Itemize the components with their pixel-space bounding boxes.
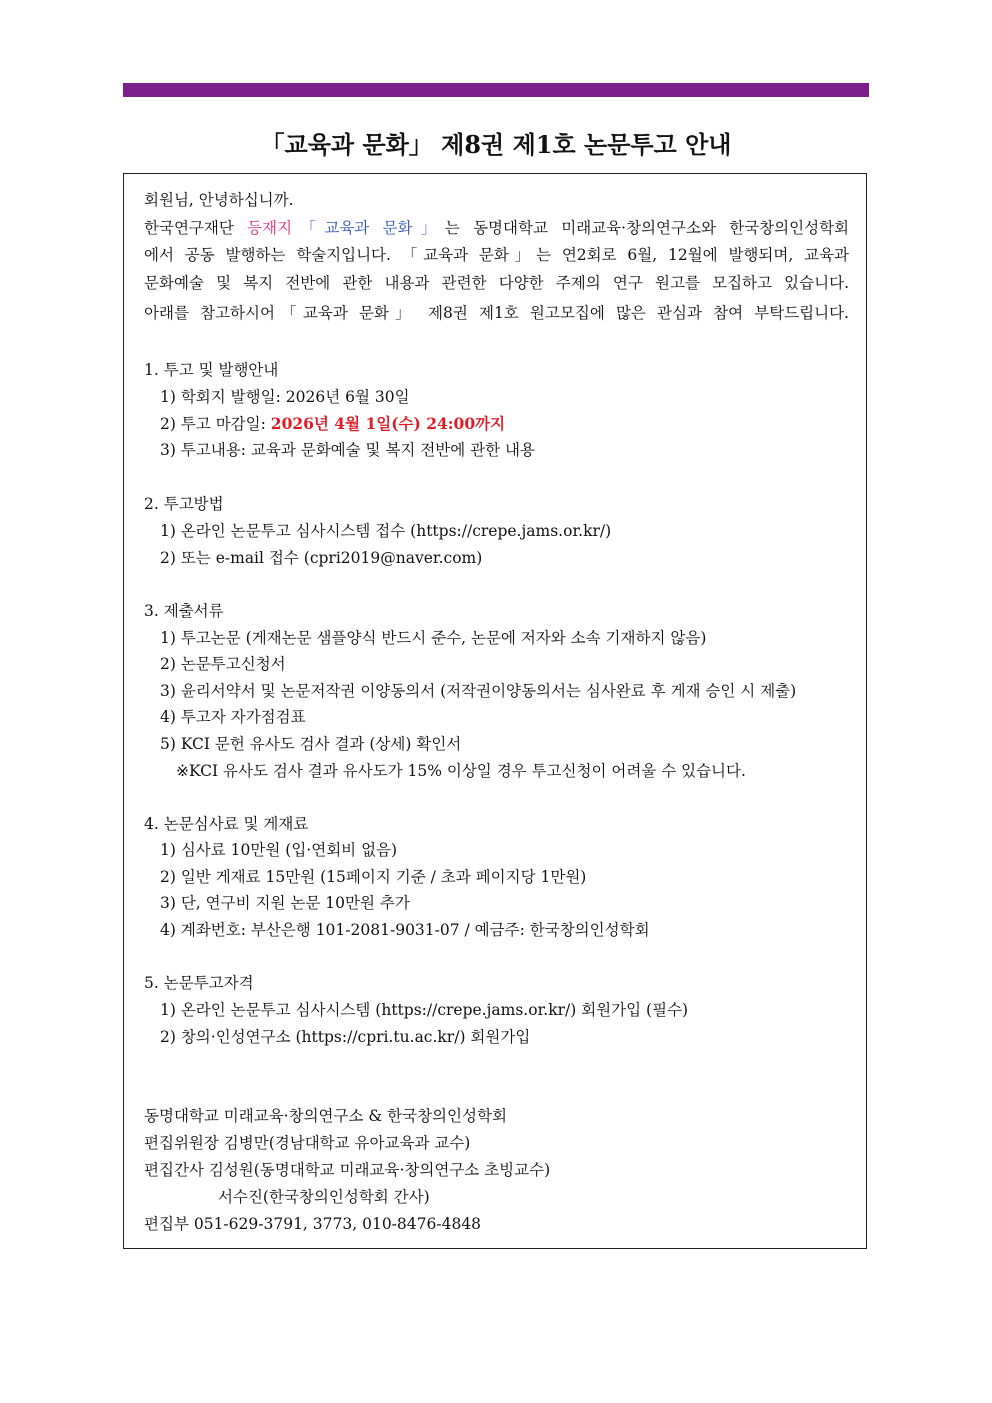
s5-item-1: 1) 온라인 논문투고 심사시스템 (https://crepe.jams.or.kr/) 회원가입 (필수) <box>160 1001 689 1019</box>
s2-item-2: 2) 또는 e-mail 접수 (cpri2019@naver.com) <box>160 549 483 567</box>
intro-line-5: 아래를 참고하시어「교육과 문화」 제8권 제1호 원고모집에 많은 관심과 참여 부탁드립니다. <box>144 304 849 322</box>
deadline-value: 2026년 4월 1일(수) 24:00까지 <box>270 414 506 433</box>
s1-item-3: 3) 투고내용: 교육과 문화예술 및 복지 전반에 관한 내용 <box>160 441 535 459</box>
section-4-heading: 4. 논문심사료 및 게재료 <box>144 815 309 833</box>
section-2-heading: 2. 투고방법 <box>144 495 224 513</box>
footer-secretary-2: 서수진(한국창의인성학회 간사) <box>218 1188 430 1206</box>
section-3-heading: 3. 제출서류 <box>144 602 224 620</box>
footer-org: 동명대학교 미래교육·창의연구소 & 한국창의인성학회 <box>144 1107 507 1125</box>
s3-item-5: 5) KCI 문헌 유사도 검사 결과 (상세) 확인서 <box>160 735 462 753</box>
s3-item-1: 1) 투고논문 (게재논문 샘플양식 반드시 준수, 논문에 저자와 소속 기재하지 않음) <box>160 629 707 647</box>
s4-item-2: 2) 일반 게재료 15만원 (15페이지 기준 / 초과 페이지당 1만원) <box>160 868 587 886</box>
s3-item-4: 4) 투고자 자가점검표 <box>160 708 306 726</box>
s3-item-2: 2) 논문투고신청서 <box>160 655 286 673</box>
footer-chief-editor: 편집위원장 김병만(경남대학교 유아교육과 교수) <box>144 1134 471 1152</box>
s3-item-3: 3) 윤리서약서 및 논문저작권 이양동의서 (저작권이양동의서는 심사완료 후 게재 승인 시 제출) <box>160 682 797 700</box>
s1-item-2: 2) 투고 마감일: 2026년 4월 1일(수) 24:00까지 <box>160 414 506 433</box>
s4-item-1: 1) 심사료 10만원 (입·연회비 없음) <box>160 841 398 859</box>
greeting: 회원님, 안녕하십니까. <box>144 191 294 209</box>
section-5-heading: 5. 논문투고자격 <box>144 974 254 992</box>
s4-item-3: 3) 단, 연구비 지원 논문 10만원 추가 <box>160 894 410 912</box>
intro-line-2: 한국연구재단 등재지「교육과 문화」는 동명대학교 미래교육·창의연구소와 한국창의인성학회 <box>144 219 850 237</box>
s5-item-2: 2) 창의·인성연구소 (https://cpri.tu.ac.kr/) 회원가입 <box>160 1028 531 1046</box>
footer-contact: 편집부 051-629-3791, 3773, 010-8476-4848 <box>144 1215 482 1233</box>
s4-item-4: 4) 계좌번호: 부산은행 101-2081-9031-07 / 예금주: 한국창의인성학회 <box>160 921 650 939</box>
top-accent-bar <box>123 83 869 97</box>
intro-line-3: 에서 공동 발행하는 학술지입니다. 「교육과 문화」는 연2회로 6월, 12월에 발행되며, 교육과 <box>144 246 849 264</box>
s3-note: ※KCI 유사도 검사 결과 유사도가 15% 이상일 경우 투고신청이 어려울 수 있습니다. <box>176 762 746 780</box>
highlight-journal-name: 「교육과 문화」 <box>292 219 445 237</box>
s1-item-1: 1) 학회지 발행일: 2026년 6월 30일 <box>160 388 410 406</box>
footer-secretary-1: 편집간사 김성원(동명대학교 미래교육·창의연구소 초빙교수) <box>144 1161 551 1179</box>
page-title: 「교육과 문화」 제8권 제1호 논문투고 안내 <box>260 130 732 159</box>
intro-line-4: 문화예술 및 복지 전반에 관한 내용과 관련한 다양한 주제의 연구 원고를 모집하고 있습니다. <box>144 274 849 292</box>
highlight-accredited: 등재지 <box>247 219 293 237</box>
s2-item-1: 1) 온라인 논문투고 심사시스템 접수 (https://crepe.jams.or.kr/) <box>160 522 612 540</box>
section-1-heading: 1. 투고 및 발행안내 <box>144 361 279 379</box>
